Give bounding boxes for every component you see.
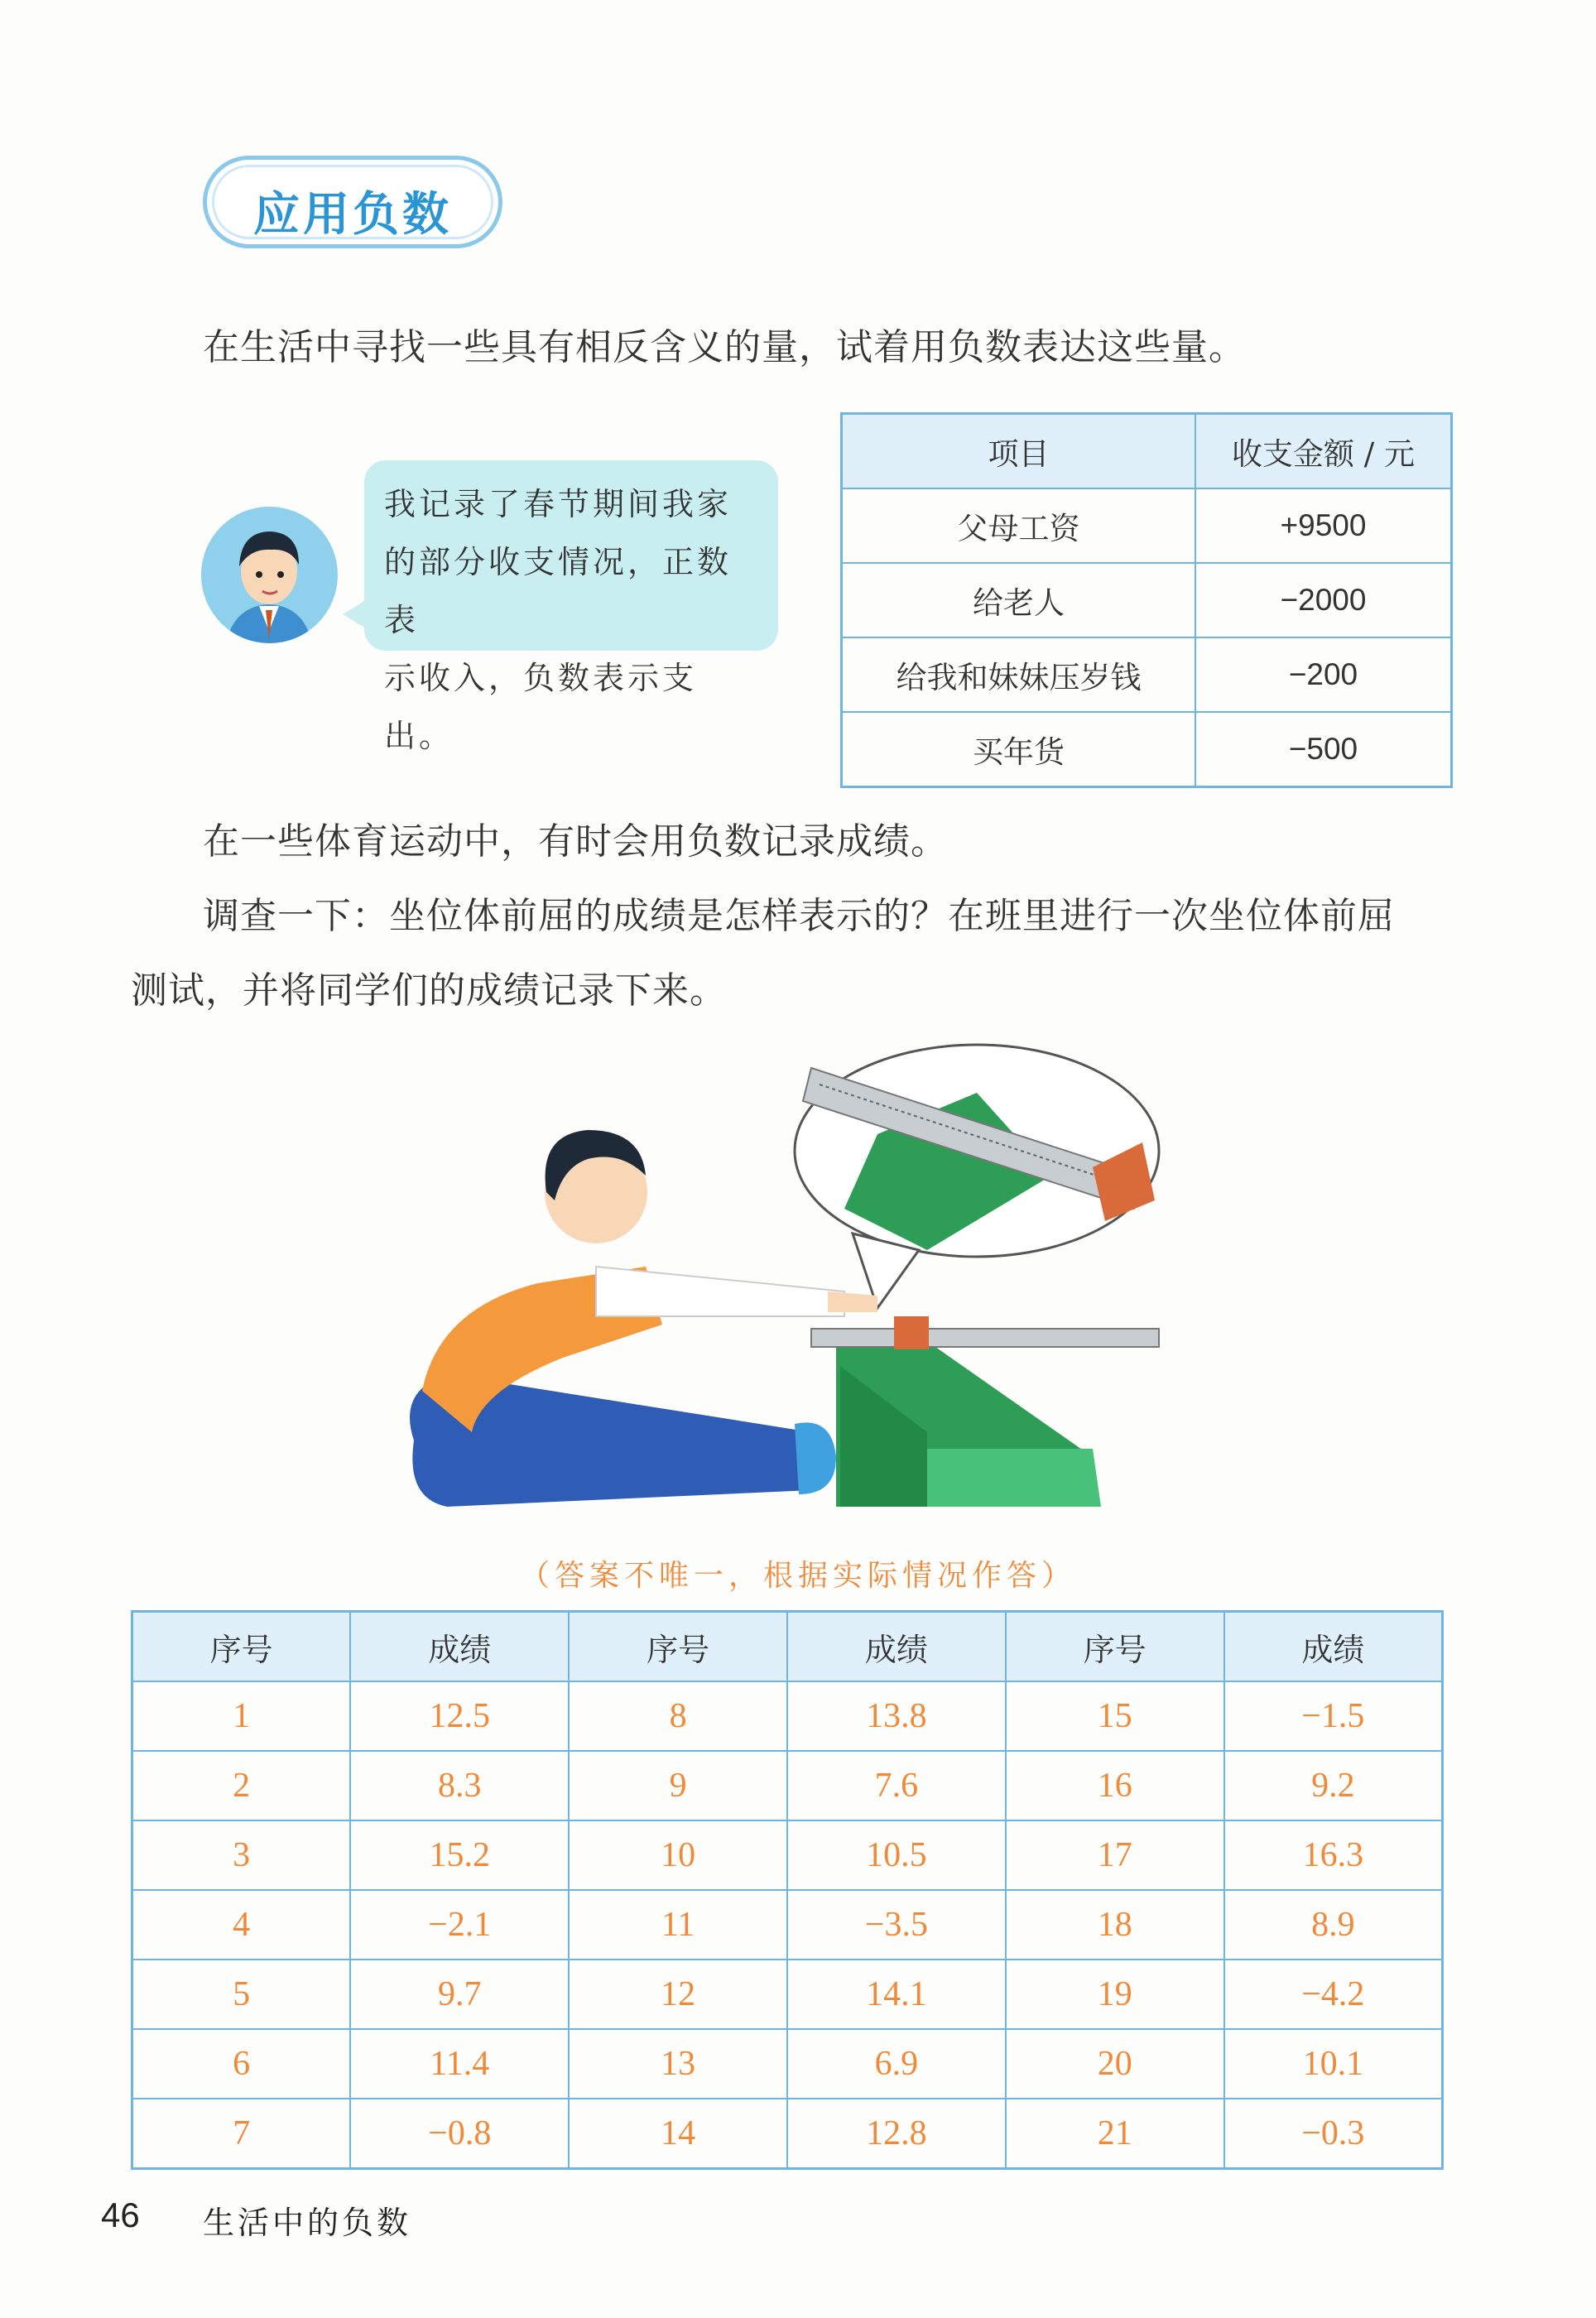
amount-cell: −200 (1195, 637, 1452, 712)
score-cell: −1.5 (1224, 1681, 1443, 1751)
score-cell: −2.1 (350, 1890, 569, 1960)
header-score: 成绩 (1224, 1612, 1443, 1682)
index-cell: 14 (569, 2099, 787, 2169)
index-cell: 6 (132, 2029, 351, 2099)
page-number: 46 (101, 2195, 140, 2234)
index-cell: 17 (1006, 1820, 1224, 1890)
score-cell: −3.5 (787, 1890, 1006, 1960)
index-cell: 9 (569, 1751, 787, 1820)
amount-cell: +9500 (1195, 488, 1452, 563)
score-cell: 13.8 (787, 1681, 1006, 1751)
index-cell: 2 (132, 1751, 351, 1820)
index-cell: 15 (1006, 1681, 1224, 1751)
speech-bubble (364, 460, 778, 754)
index-cell: 3 (132, 1820, 351, 1890)
index-cell: 12 (569, 1960, 787, 2029)
index-cell: 8 (569, 1681, 787, 1751)
section-title-pill (203, 156, 502, 248)
index-cell: 7 (132, 2099, 351, 2169)
score-cell: −4.2 (1224, 1960, 1443, 2029)
table-row (842, 637, 1452, 712)
score-cell: 6.9 (787, 2029, 1006, 2099)
table-row (132, 2029, 1443, 2099)
score-cell: 14.1 (787, 1960, 1006, 2029)
score-cell: 11.4 (350, 2029, 569, 2099)
boy-avatar (201, 507, 338, 643)
table-row (132, 1890, 1443, 1960)
amount-cell: −2000 (1195, 563, 1452, 637)
amount-cell: −500 (1195, 712, 1452, 787)
score-cell: −0.8 (350, 2099, 569, 2169)
score-cell: 9.2 (1224, 1751, 1443, 1820)
table-row (132, 2099, 1443, 2169)
index-cell: 20 (1006, 2029, 1224, 2099)
speech-line-3: 示收入，负数表示支出。 (384, 660, 698, 754)
survey-line-1: 调查一下：坐位体前屈的成绩是怎样表示的？在班里进行一次坐位体前屈 (203, 895, 1395, 937)
score-cell: 8.3 (350, 1751, 569, 1820)
sports-text: 在一些体育运动中，有时会用负数记录成绩。 (203, 820, 948, 863)
table-row (842, 712, 1452, 787)
index-cell: 5 (132, 1960, 351, 2029)
sit-and-reach-illustration (348, 1043, 1209, 1565)
item-cell: 买年货 (842, 712, 1195, 787)
table-row (132, 1751, 1443, 1820)
index-cell: 11 (569, 1890, 787, 1960)
header-amount: 收支金额 / 元 (1195, 414, 1452, 489)
index-cell: 16 (1006, 1751, 1224, 1820)
header-index: 序号 (569, 1612, 787, 1682)
score-cell: 10.1 (1224, 2029, 1443, 2099)
header-score: 成绩 (787, 1612, 1006, 1682)
score-cell: 9.7 (350, 1960, 569, 2029)
index-cell: 21 (1006, 2099, 1224, 2169)
header-item: 项目 (842, 414, 1195, 489)
table-row (842, 488, 1452, 563)
table-row (132, 1960, 1443, 2029)
score-cell: 12.8 (787, 2099, 1006, 2169)
header-index: 序号 (132, 1612, 351, 1682)
index-cell: 18 (1006, 1890, 1224, 1960)
survey-line-2: 测试，并将同学们的成绩记录下来。 (131, 969, 727, 1012)
score-cell: 10.5 (787, 1820, 1006, 1890)
sit-and-reach-scores-table (131, 1610, 1444, 2170)
table-row (842, 563, 1452, 637)
score-cell: 16.3 (1224, 1820, 1443, 1890)
speech-line-1: 我记录了春节期间我家 (384, 486, 733, 522)
index-cell: 1 (132, 1681, 351, 1751)
section-title: 应用负数 (253, 188, 452, 242)
index-cell: 4 (132, 1890, 351, 1960)
score-cell: 12.5 (350, 1681, 569, 1751)
item-cell: 给我和妹妹压岁钱 (842, 637, 1195, 712)
score-cell: −0.3 (1224, 2099, 1443, 2169)
speech-line-2: 的部分收支情况，正数表 (384, 544, 733, 638)
header-score: 成绩 (350, 1612, 569, 1682)
index-cell: 19 (1006, 1960, 1224, 2029)
intro-text: 在生活中寻找一些具有相反含义的量，试着用负数表达这些量。 (203, 326, 1246, 368)
item-cell: 父母工资 (842, 488, 1195, 563)
chapter-title: 生活中的负数 (203, 2205, 412, 2241)
index-cell: 10 (569, 1820, 787, 1890)
table-row (132, 1681, 1443, 1751)
income-expense-table (840, 412, 1453, 788)
answer-caption: （答案不唯一，根据实际情况作答） (519, 1559, 1076, 1593)
score-cell: 8.9 (1224, 1890, 1443, 1960)
table-row (132, 1820, 1443, 1890)
item-cell: 给老人 (842, 563, 1195, 637)
score-cell: 7.6 (787, 1751, 1006, 1820)
index-cell: 13 (569, 2029, 787, 2099)
score-cell: 15.2 (350, 1820, 569, 1890)
header-index: 序号 (1006, 1612, 1224, 1682)
